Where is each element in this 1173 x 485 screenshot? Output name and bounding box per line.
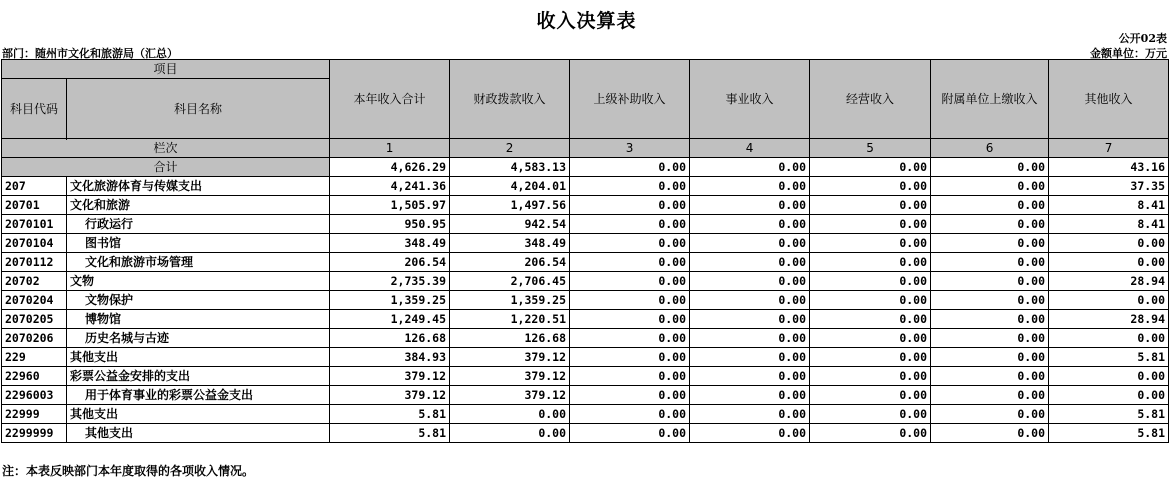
amount-cell: 0.00 — [931, 386, 1049, 405]
col-number: 2 — [450, 139, 570, 158]
col-number: 3 — [570, 139, 690, 158]
total-cell: 0.00 — [690, 158, 810, 177]
amount-cell: 1,497.56 — [450, 196, 570, 215]
subject-code: 2070104 — [2, 234, 67, 253]
amount-cell: 1,220.51 — [450, 310, 570, 329]
total-cell: 0.00 — [810, 158, 931, 177]
col-number: 4 — [690, 139, 810, 158]
amount-cell: 0.00 — [570, 215, 690, 234]
amount-cell: 0.00 — [570, 310, 690, 329]
subject-code: 229 — [2, 348, 67, 367]
total-row — [2, 158, 1169, 177]
amount-cell: 0.00 — [690, 405, 810, 424]
subject-code: 20702 — [2, 272, 67, 291]
header-business-income: 事业收入 — [690, 60, 810, 139]
amount-cell: 28.94 — [1049, 272, 1169, 291]
subject-code: 207 — [2, 177, 67, 196]
amount-cell: 348.49 — [330, 234, 450, 253]
amount-cell: 0.00 — [570, 177, 690, 196]
amount-cell: 348.49 — [450, 234, 570, 253]
table-row — [2, 386, 1169, 405]
subject-code: 2070206 — [2, 329, 67, 348]
amount-cell: 0.00 — [690, 177, 810, 196]
amount-cell: 379.12 — [450, 348, 570, 367]
amount-cell: 0.00 — [1049, 367, 1169, 386]
subject-name: 文化和旅游 — [67, 196, 330, 215]
amount-cell: 2,706.45 — [450, 272, 570, 291]
amount-cell: 0.00 — [690, 253, 810, 272]
amount-cell: 0.00 — [1049, 329, 1169, 348]
subject-code: 20701 — [2, 196, 67, 215]
col-number: 6 — [931, 139, 1049, 158]
amount-cell: 0.00 — [1049, 291, 1169, 310]
amount-cell: 0.00 — [690, 215, 810, 234]
amount-cell: 0.00 — [931, 405, 1049, 424]
header-item: 项目 — [2, 60, 330, 79]
amount-cell: 0.00 — [810, 272, 931, 291]
subject-name: 文化旅游体育与传媒支出 — [67, 177, 330, 196]
subject-code: 2296003 — [2, 386, 67, 405]
amount-cell: 0.00 — [450, 405, 570, 424]
amount-cell: 0.00 — [810, 215, 931, 234]
amount-cell: 0.00 — [931, 272, 1049, 291]
amount-cell: 0.00 — [810, 234, 931, 253]
header-fiscal-income: 财政拨款收入 — [450, 60, 570, 139]
amount-cell: 0.00 — [690, 196, 810, 215]
amount-cell: 0.00 — [690, 367, 810, 386]
amount-cell: 0.00 — [570, 272, 690, 291]
department-label: 部门：随州市文化和旅游局（汇总） — [2, 47, 178, 60]
subject-code: 2299999 — [2, 424, 67, 443]
subject-name: 彩票公益金安排的支出 — [67, 367, 330, 386]
table-row — [2, 405, 1169, 424]
amount-cell: 0.00 — [570, 253, 690, 272]
amount-cell: 0.00 — [810, 177, 931, 196]
amount-cell: 0.00 — [690, 348, 810, 367]
amount-cell: 126.68 — [330, 329, 450, 348]
subject-code: 22960 — [2, 367, 67, 386]
amount-cell: 0.00 — [931, 234, 1049, 253]
amount-cell: 126.68 — [450, 329, 570, 348]
amount-cell: 4,241.36 — [330, 177, 450, 196]
form-number: 公开02表 — [1118, 32, 1167, 45]
table-row — [2, 348, 1169, 367]
total-cell: 0.00 — [931, 158, 1049, 177]
amount-cell: 0.00 — [1049, 386, 1169, 405]
amount-cell: 0.00 — [931, 177, 1049, 196]
amount-cell: 0.00 — [1049, 234, 1169, 253]
subject-name: 其他支出 — [67, 348, 330, 367]
total-cell: 0.00 — [570, 158, 690, 177]
subject-name: 其他支出 — [67, 424, 330, 443]
amount-cell: 0.00 — [570, 405, 690, 424]
amount-cell: 0.00 — [690, 272, 810, 291]
header-code: 科目代码 — [2, 79, 67, 139]
total-cell: 43.16 — [1049, 158, 1169, 177]
table-row — [2, 253, 1169, 272]
report-title: 收入决算表 — [536, 10, 637, 32]
subject-name: 文物保护 — [67, 291, 330, 310]
amount-cell: 5.81 — [330, 405, 450, 424]
amount-cell: 0.00 — [931, 424, 1049, 443]
subject-name: 博物馆 — [67, 310, 330, 329]
amount-cell: 0.00 — [931, 215, 1049, 234]
table-row — [2, 329, 1169, 348]
table-row — [2, 272, 1169, 291]
table-row — [2, 367, 1169, 386]
amount-cell: 0.00 — [570, 367, 690, 386]
amount-cell: 206.54 — [450, 253, 570, 272]
amount-cell: 0.00 — [570, 348, 690, 367]
subject-code: 2070101 — [2, 215, 67, 234]
amount-cell: 0.00 — [690, 424, 810, 443]
subject-name: 其他支出 — [67, 405, 330, 424]
amount-cell: 8.41 — [1049, 215, 1169, 234]
amount-cell: 0.00 — [931, 196, 1049, 215]
header-other-income: 其他收入 — [1049, 60, 1169, 139]
header-total-income: 本年收入合计 — [330, 60, 450, 139]
subject-name: 文物 — [67, 272, 330, 291]
amount-cell: 0.00 — [810, 310, 931, 329]
amount-cell: 0.00 — [810, 405, 931, 424]
amount-cell: 0.00 — [810, 291, 931, 310]
table-row — [2, 424, 1169, 443]
table-row — [2, 215, 1169, 234]
table-row — [2, 234, 1169, 253]
subject-name: 历史名城与古迹 — [67, 329, 330, 348]
amount-cell: 5.81 — [1049, 348, 1169, 367]
amount-cell: 0.00 — [690, 329, 810, 348]
amount-cell: 2,735.39 — [330, 272, 450, 291]
income-table — [1, 59, 1169, 443]
amount-cell: 1,505.97 — [330, 196, 450, 215]
total-cell: 4,626.29 — [330, 158, 450, 177]
amount-cell: 379.12 — [330, 367, 450, 386]
amount-cell: 1,249.45 — [330, 310, 450, 329]
subject-code: 22999 — [2, 405, 67, 424]
amount-cell: 0.00 — [690, 310, 810, 329]
amount-cell: 5.81 — [330, 424, 450, 443]
amount-cell: 0.00 — [450, 424, 570, 443]
subject-code: 2070204 — [2, 291, 67, 310]
amount-cell: 942.54 — [450, 215, 570, 234]
col-number: 7 — [1049, 139, 1169, 158]
amount-cell: 0.00 — [570, 234, 690, 253]
amount-cell: 0.00 — [570, 424, 690, 443]
amount-cell: 0.00 — [1049, 253, 1169, 272]
amount-cell: 379.12 — [450, 367, 570, 386]
amount-unit-label: 金额单位：万元 — [1090, 47, 1167, 60]
subject-name: 用于体育事业的彩票公益金支出 — [67, 386, 330, 405]
amount-cell: 0.00 — [690, 291, 810, 310]
amount-cell: 206.54 — [330, 253, 450, 272]
table-row — [2, 291, 1169, 310]
amount-cell: 1,359.25 — [450, 291, 570, 310]
header-name: 科目名称 — [67, 79, 330, 139]
amount-cell: 0.00 — [810, 367, 931, 386]
amount-cell: 0.00 — [931, 310, 1049, 329]
header-subordinate-income: 附属单位上缴收入 — [931, 60, 1049, 139]
subject-name: 图书馆 — [67, 234, 330, 253]
amount-cell: 0.00 — [570, 291, 690, 310]
amount-cell: 0.00 — [810, 424, 931, 443]
amount-cell: 379.12 — [450, 386, 570, 405]
amount-cell: 0.00 — [810, 253, 931, 272]
table-row — [2, 310, 1169, 329]
amount-cell: 0.00 — [690, 386, 810, 405]
amount-cell: 0.00 — [570, 329, 690, 348]
amount-cell: 0.00 — [810, 196, 931, 215]
amount-cell: 0.00 — [931, 329, 1049, 348]
total-label: 合计 — [2, 158, 330, 177]
amount-cell: 5.81 — [1049, 405, 1169, 424]
amount-cell: 0.00 — [570, 386, 690, 405]
col-number: 1 — [330, 139, 450, 158]
amount-cell: 0.00 — [931, 348, 1049, 367]
amount-cell: 384.93 — [330, 348, 450, 367]
amount-cell: 1,359.25 — [330, 291, 450, 310]
amount-cell: 0.00 — [810, 386, 931, 405]
amount-cell: 28.94 — [1049, 310, 1169, 329]
table-row — [2, 196, 1169, 215]
header-superior-subsidy: 上级补助收入 — [570, 60, 690, 139]
amount-cell: 950.95 — [330, 215, 450, 234]
table-row — [2, 177, 1169, 196]
amount-cell: 37.35 — [1049, 177, 1169, 196]
amount-cell: 0.00 — [690, 234, 810, 253]
amount-cell: 0.00 — [931, 253, 1049, 272]
total-cell: 4,583.13 — [450, 158, 570, 177]
col-number: 5 — [810, 139, 931, 158]
amount-cell: 0.00 — [931, 291, 1049, 310]
header-operating-income: 经营收入 — [810, 60, 931, 139]
amount-cell: 0.00 — [810, 348, 931, 367]
header-row-number-label: 栏次 — [2, 139, 330, 158]
amount-cell: 5.81 — [1049, 424, 1169, 443]
amount-cell: 4,204.01 — [450, 177, 570, 196]
amount-cell: 0.00 — [931, 367, 1049, 386]
subject-code: 2070205 — [2, 310, 67, 329]
subject-name: 文化和旅游市场管理 — [67, 253, 330, 272]
amount-cell: 8.41 — [1049, 196, 1169, 215]
amount-cell: 0.00 — [810, 329, 931, 348]
amount-cell: 379.12 — [330, 386, 450, 405]
amount-cell: 0.00 — [570, 196, 690, 215]
subject-code: 2070112 — [2, 253, 67, 272]
subject-name: 行政运行 — [67, 215, 330, 234]
footnote: 注：本表反映部门本年度取得的各项收入情况。 — [2, 464, 255, 478]
